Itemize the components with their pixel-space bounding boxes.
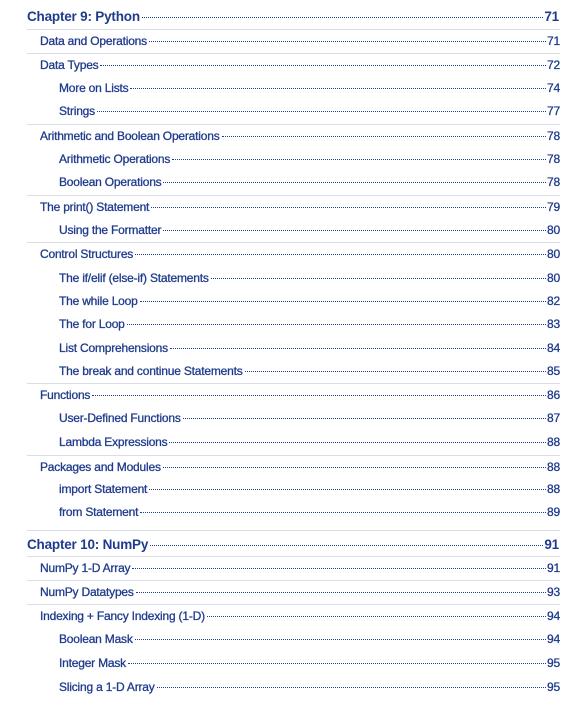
toc-dot-leader (142, 17, 544, 18)
toc-entry[interactable] (40, 200, 560, 214)
toc-divider (27, 124, 560, 125)
toc-dot-leader (163, 230, 546, 231)
toc-page-number: 87 (547, 411, 560, 425)
toc-divider (27, 556, 560, 557)
toc-entry-title: More on Lists (59, 81, 129, 95)
toc-entry-title: Slicing a 1-D Array (59, 680, 155, 694)
toc-page-number: 88 (547, 460, 560, 474)
toc-entry-title: List Comprehensions (59, 341, 168, 355)
toc-dot-leader (157, 687, 546, 688)
toc-entry[interactable] (59, 632, 560, 646)
toc-dot-leader (163, 182, 546, 183)
toc-page-number: 80 (547, 247, 560, 261)
toc-page-number: 88 (547, 435, 560, 449)
toc-dot-leader (128, 663, 546, 664)
toc-page-number: 86 (547, 388, 560, 402)
toc-dot-leader (100, 65, 546, 66)
toc-divider (27, 29, 560, 30)
toc-entry-title: Integer Mask (59, 656, 126, 670)
toc-entry-title: User-Defined Functions (59, 411, 181, 425)
toc-entry[interactable] (59, 81, 560, 95)
toc-entry-title: Packages and Modules (40, 460, 161, 474)
toc-dot-leader (207, 616, 546, 617)
toc-entry-title: Data Types (40, 58, 99, 72)
toc-entry[interactable] (59, 656, 560, 670)
toc-dot-leader (170, 348, 546, 349)
toc-dot-leader (130, 88, 546, 89)
toc-entry-title: Functions (40, 388, 91, 402)
toc-page-number: 80 (547, 271, 560, 285)
toc-page-number: 85 (547, 364, 560, 378)
toc-entry[interactable] (59, 175, 560, 189)
toc-dot-leader (150, 545, 543, 546)
toc-page-number: 78 (547, 129, 560, 143)
toc-dot-leader (140, 512, 546, 513)
toc-page-number: 94 (547, 609, 560, 623)
toc-entry-title: Chapter 9: Python (27, 9, 140, 24)
toc-dot-leader (163, 467, 546, 468)
toc-entry[interactable] (59, 341, 560, 355)
toc-entry-title: from Statement (59, 505, 139, 519)
toc-entry[interactable] (40, 388, 560, 402)
toc-entry[interactable] (59, 482, 560, 496)
toc-divider (27, 53, 560, 54)
toc-entry-title: The print() Statement (40, 200, 150, 214)
toc-dot-leader (222, 136, 547, 137)
toc-entry[interactable] (59, 223, 560, 237)
toc-dot-leader (136, 592, 546, 593)
toc-page-number: 82 (547, 294, 560, 308)
toc-page-number: 84 (547, 341, 560, 355)
toc-entry[interactable] (40, 460, 560, 474)
toc-entry[interactable] (40, 34, 560, 48)
toc-divider (27, 242, 560, 243)
toc-divider (27, 530, 560, 531)
toc-entry[interactable] (59, 317, 560, 331)
toc-entry-title: Control Structures (40, 247, 134, 261)
toc-entry-title: Boolean Mask (59, 632, 133, 646)
toc-divider (27, 604, 560, 605)
toc-dot-leader (245, 371, 547, 372)
toc-page-number: 71 (544, 9, 559, 24)
toc-dot-leader (183, 418, 546, 419)
toc-entry-title: The for Loop (59, 317, 125, 331)
toc-entry-title: Indexing + Fancy Indexing (1-D) (40, 609, 205, 623)
toc-entry[interactable] (59, 152, 560, 166)
toc-entry-title: The if/elif (else-if) Statements (59, 271, 209, 285)
toc-entry-title: Data and Operations (40, 34, 147, 48)
toc-entry-title: import Statement (59, 482, 148, 496)
toc-dot-leader (211, 278, 546, 279)
toc-entry-title: The break and continue Statements (59, 364, 243, 378)
toc-page-number: 91 (547, 561, 560, 575)
toc-divider (27, 383, 560, 384)
toc-entry[interactable] (59, 294, 560, 308)
toc-page-number: 80 (547, 223, 560, 237)
toc-entry[interactable] (59, 411, 560, 425)
toc-entry[interactable] (59, 505, 560, 519)
toc-entry-title: Strings (59, 104, 95, 118)
toc-entry[interactable] (59, 271, 560, 285)
toc-page-number: 72 (547, 58, 560, 72)
toc-dot-leader (149, 489, 546, 490)
toc-entry-title: The while Loop (59, 294, 138, 308)
toc-page-number: 93 (547, 585, 560, 599)
toc-dot-leader (92, 395, 546, 396)
toc-page-number: 95 (547, 680, 560, 694)
toc-dot-leader (140, 301, 546, 302)
toc-divider (27, 580, 560, 581)
toc-page-number: 79 (547, 200, 560, 214)
toc-dot-leader (149, 41, 546, 42)
toc-entry-title: Arithmetic Operations (59, 152, 171, 166)
toc-page-number: 74 (547, 81, 560, 95)
toc-entry[interactable] (40, 561, 560, 575)
toc-entry[interactable] (59, 104, 560, 118)
toc-divider (27, 195, 560, 196)
toc-entry[interactable] (59, 680, 560, 694)
toc-page-number: 91 (544, 537, 559, 552)
toc-page-number: 83 (547, 317, 560, 331)
toc-dot-leader (151, 207, 546, 208)
toc-entry[interactable] (40, 247, 560, 261)
toc-chapter-entry[interactable] (27, 537, 559, 552)
toc-dot-leader (169, 442, 546, 443)
toc-page-number: 77 (547, 104, 560, 118)
toc-chapter-entry[interactable] (27, 9, 559, 24)
toc-page-number: 89 (547, 505, 560, 519)
toc-entry[interactable] (40, 58, 560, 72)
toc-entry-title: Arithmetic and Boolean Operations (40, 129, 220, 143)
toc-entry[interactable] (59, 364, 560, 378)
toc-page-number: 78 (547, 152, 560, 166)
toc-divider (27, 455, 560, 456)
toc-dot-leader (172, 159, 546, 160)
toc-entry-title: Boolean Operations (59, 175, 162, 189)
toc-entry[interactable] (40, 585, 560, 599)
toc-dot-leader (132, 568, 546, 569)
toc-page-number: 95 (547, 656, 560, 670)
toc-entry[interactable] (40, 129, 560, 143)
toc-page-number: 88 (547, 482, 560, 496)
toc-dot-leader (135, 639, 546, 640)
toc-dot-leader (135, 254, 546, 255)
toc-page-number: 71 (547, 34, 560, 48)
toc-dot-leader (127, 324, 546, 325)
toc-entry-title: NumPy 1-D Array (40, 561, 131, 575)
toc-entry[interactable] (59, 435, 560, 449)
toc-page-number: 94 (547, 632, 560, 646)
toc-page-number: 78 (547, 175, 560, 189)
toc-dot-leader (97, 111, 546, 112)
toc-entry-title: Lambda Expressions (59, 435, 168, 449)
toc-entry[interactable] (40, 609, 560, 623)
toc-entry-title: Using the Formatter (59, 223, 162, 237)
toc-entry-title: NumPy Datatypes (40, 585, 134, 599)
toc-entry-title: Chapter 10: NumPy (27, 537, 149, 552)
